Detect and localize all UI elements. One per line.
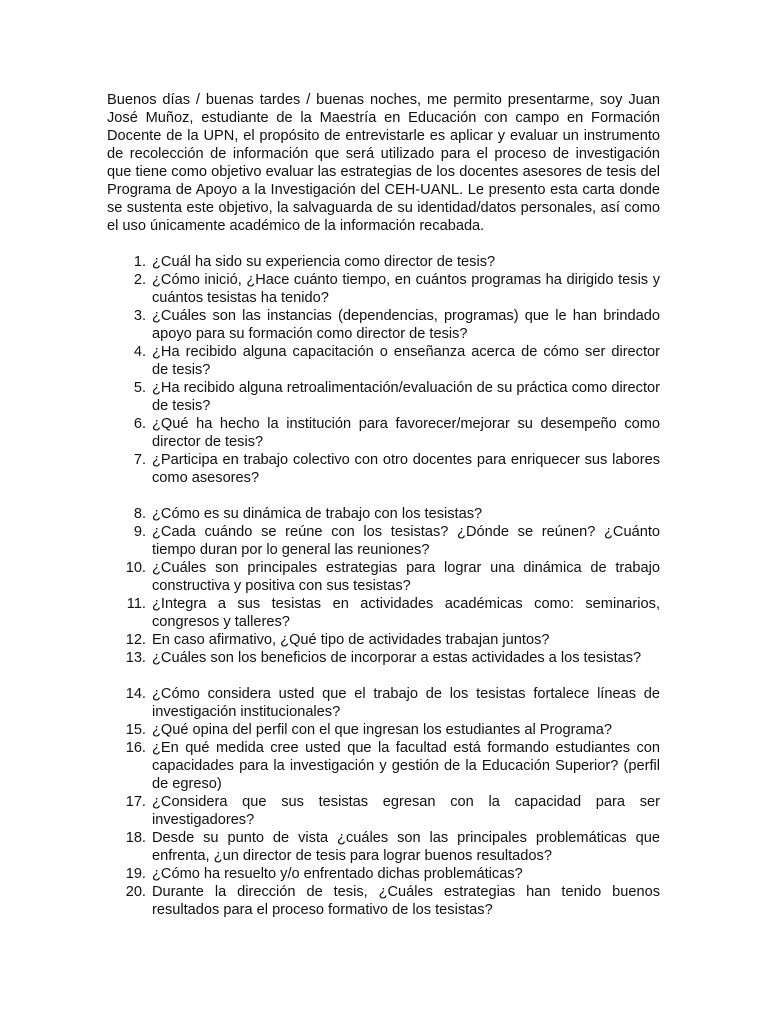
question-group-3: [107, 685, 660, 919]
question-text: Desde su punto de vista ¿cuáles son las principales problemáticas que enfrenta, ¿un director de tesis para lograr buenos resultados?: [152, 830, 660, 864]
question-number: 7.: [133, 452, 146, 468]
question-number: 17.: [125, 794, 146, 810]
question-number: 6.: [133, 416, 146, 432]
question-text: ¿Participa en trabajo colectivo con otro docentes para enriquecer sus labores como asesores?: [152, 452, 660, 486]
question-number: 16.: [125, 740, 146, 756]
question-text: ¿Ha recibido alguna capacitación o enseñanza acerca de cómo ser director de tesis?: [152, 344, 660, 378]
question-item: [107, 721, 660, 739]
question-text: ¿En qué medida cree usted que la facultad está formando estudiantes con capacidades para la investigación y gestión de la Educación Superior? (perfil de egreso): [152, 740, 660, 792]
question-text: ¿Cómo ha resuelto y/o enfrentado dichas problemáticas?: [152, 866, 523, 882]
question-item: [107, 253, 660, 271]
question-number: 14.: [125, 686, 146, 702]
question-item: [107, 685, 660, 721]
question-text: ¿Ha recibido alguna retroalimentación/evaluación de su práctica como director de tesis?: [152, 380, 660, 414]
question-number: 4.: [133, 344, 146, 360]
question-group-2: [107, 505, 660, 667]
question-number: 10.: [125, 560, 146, 576]
question-number: 12.: [125, 632, 146, 648]
question-text: ¿Cómo considera usted que el trabajo de los tesistas fortalece líneas de investigación institucionales?: [152, 686, 660, 720]
question-item: [107, 865, 660, 883]
question-item: [107, 271, 660, 307]
question-number: 11.: [126, 596, 146, 612]
document-page: [107, 91, 660, 919]
question-text: ¿Qué opina del perfil con el que ingresan los estudiantes al Programa?: [152, 722, 612, 738]
question-number: 5.: [133, 380, 146, 396]
question-text: ¿Cada cuándo se reúne con los tesistas? ¿Dónde se reúnen? ¿Cuánto tiempo duran por lo general las reuniones?: [152, 524, 660, 558]
question-number: 8.: [133, 506, 146, 522]
question-number: 3.: [133, 308, 146, 324]
question-item: [107, 523, 660, 559]
question-item: [107, 343, 660, 379]
question-item: [107, 379, 660, 415]
question-item: [107, 883, 660, 919]
question-item: [107, 451, 660, 487]
question-text: ¿Cuáles son las instancias (dependencias, programas) que le han brindado apoyo para su formación como director de tesis?: [152, 308, 660, 342]
question-number: 19.: [125, 866, 146, 882]
question-text: ¿Qué ha hecho la institución para favorecer/mejorar su desempeño como director de tesis?: [152, 416, 660, 450]
question-text: ¿Cuáles son principales estrategias para lograr una dinámica de trabajo constructiva y positiva con sus tesistas?: [152, 560, 660, 594]
question-item: [107, 649, 660, 667]
question-number: 1.: [133, 254, 146, 270]
question-text: ¿Cómo es su dinámica de trabajo con los tesistas?: [152, 506, 483, 522]
question-item: [107, 829, 660, 865]
question-item: [107, 793, 660, 829]
question-text: ¿Integra a sus tesistas en actividades académicas como: seminarios, congresos y talleres?: [152, 596, 660, 630]
question-item: [107, 631, 660, 649]
question-item: [107, 415, 660, 451]
question-group-1: [107, 253, 660, 487]
question-number: 20.: [125, 884, 146, 900]
question-item: [107, 505, 660, 523]
question-text: ¿Cuál ha sido su experiencia como director de tesis?: [152, 254, 496, 270]
question-text: ¿Cuáles son los beneficios de incorporar a estas actividades a los tesistas?: [152, 650, 642, 666]
question-text: Durante la dirección de tesis, ¿Cuáles estrategias han tenido buenos resultados para el proceso formativo de los tesistas?: [152, 884, 660, 918]
intro-paragraph: Buenos días / buenas tardes / buenas noches, me permito presentarme, soy Juan José Muñoz, estudiante de la Maestría en Educación con campo en Formación Docente de la UPN, el propósito de entrevistarle es aplicar y evaluar un instrumento de recolección de información que será utilizado para el proceso de investigación que tiene como objetivo evaluar las estrategias de los docentes asesores de tesis del Programa de Apoyo a la Investigación del CEH-UANL. Le presento esta carta donde se sustenta este objetivo, la salvaguarda de su identidad/datos personales, así como el uso únicamente académico de la información recabada.: [107, 92, 660, 234]
question-item: [107, 595, 660, 631]
question-item: [107, 559, 660, 595]
question-text: ¿Considera que sus tesistas egresan con la capacidad para ser investigadores?: [152, 794, 660, 828]
question-number: 9.: [133, 524, 146, 540]
question-number: 15.: [125, 722, 146, 738]
question-text: En caso afirmativo, ¿Qué tipo de actividades trabajan juntos?: [152, 632, 550, 648]
question-item: [107, 739, 660, 793]
question-text: ¿Cómo inició, ¿Hace cuánto tiempo, en cuántos programas ha dirigido tesis y cuántos tesistas ha tenido?: [152, 272, 660, 306]
question-number: 13.: [125, 650, 146, 666]
question-item: [107, 307, 660, 343]
question-number: 2.: [133, 272, 146, 288]
question-number: 18.: [125, 830, 146, 846]
